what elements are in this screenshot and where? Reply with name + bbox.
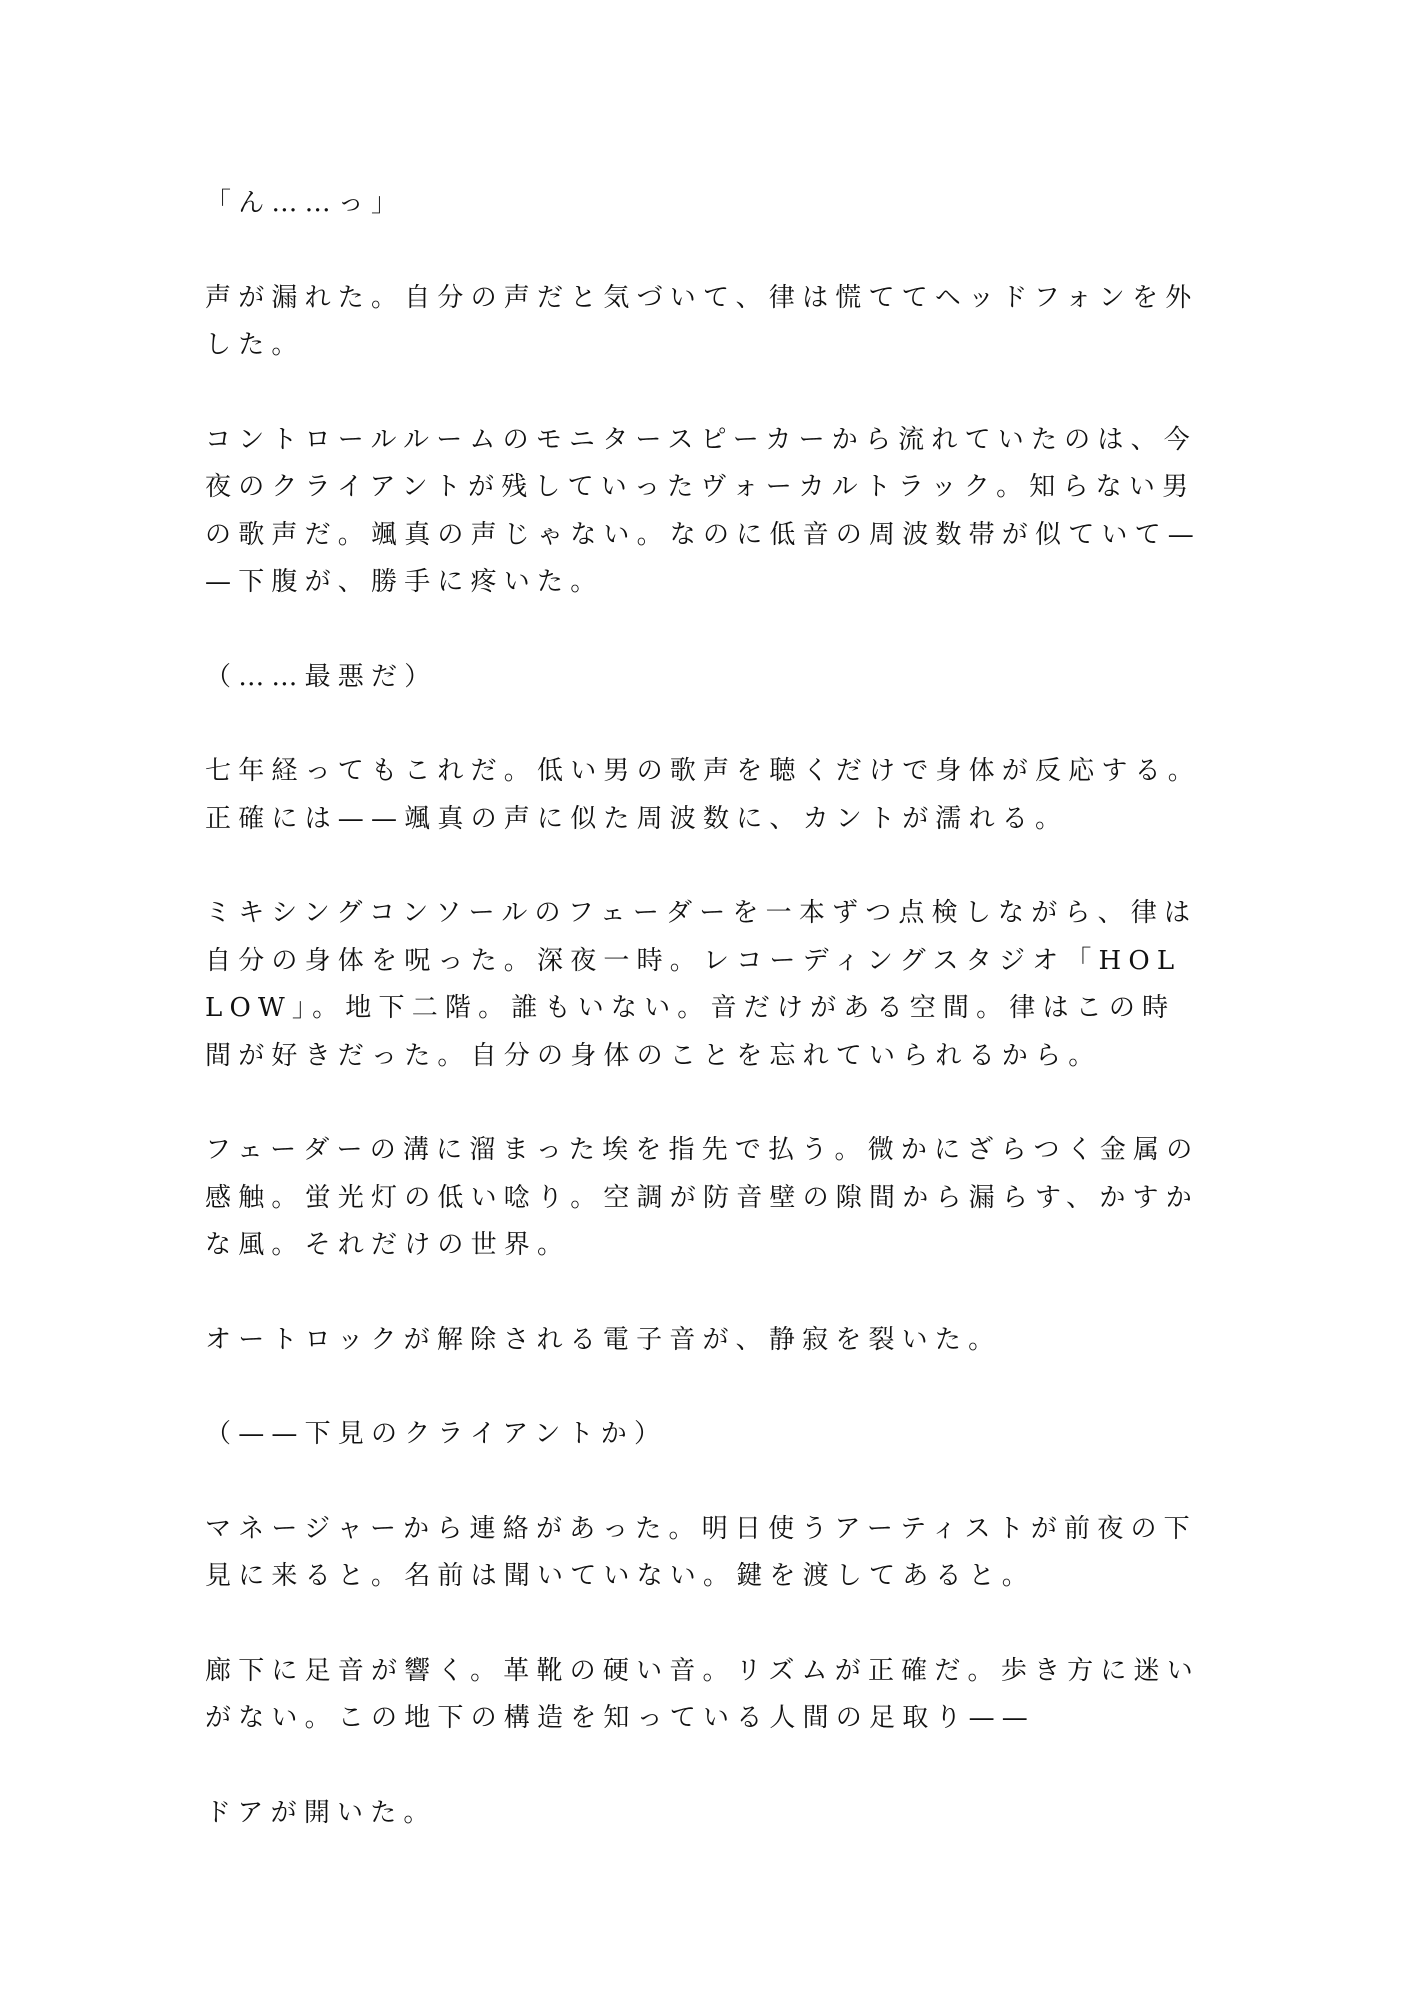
text-line: した。 <box>205 330 305 360</box>
text-line: 七年経ってもこれだ。低い男の歌声を聴くだけで身体が反応する。 <box>205 756 1202 786</box>
paragraph-1 <box>205 180 1185 228</box>
text-line: ミキシングコンソールのフェーダーを一本ずつ点検しながら、律は <box>205 898 1198 928</box>
text-line: 正確には——颯真の声に似た周波数に、カントが濡れる。 <box>205 803 1069 834</box>
text-line: ドアが開いた。 <box>205 1797 437 1828</box>
paragraph-9 <box>205 1411 1185 1459</box>
paragraph-4 <box>205 654 1185 702</box>
text-line: （——下見のクライアントか） <box>205 1419 668 1449</box>
text-line: 間が好きだった。自分の身体のことを忘れていられるから。 <box>205 1040 1102 1071</box>
text-line: コントロールルームのモニタースピーカーから流れていたのは、今 <box>205 424 1197 455</box>
text-line: 見に来ると。名前は聞いていない。鍵を渡してあると。 <box>205 1561 1036 1591</box>
text-line: 夜のクライアントが残していったヴォーカルトラック。知らない男 <box>205 472 1196 502</box>
paragraph-8 <box>205 1317 1185 1365</box>
paragraph-5 <box>205 748 1202 843</box>
text-line: オートロックが解除される電子音が、静寂を裂いた。 <box>205 1324 1002 1355</box>
text-line: 「ん……っ」 <box>205 188 405 218</box>
paragraph-2 <box>205 275 1199 370</box>
paragraph-7 <box>205 1127 1200 1270</box>
text-line: 感触。蛍光灯の低い唸り。空調が防音壁の隙間から漏らす、かすか <box>205 1182 1199 1213</box>
document-page <box>205 180 1202 1884</box>
paragraph-12 <box>205 1790 1185 1838</box>
text-line: 自分の身体を呪った。深夜一時。レコーディングスタジオ「HOL <box>205 945 1182 976</box>
text-line: （……最悪だ） <box>205 661 438 692</box>
text-line: 声が漏れた。自分の声だと気づいて、律は慌ててヘッドフォンを外 <box>205 282 1199 313</box>
text-line: マネージャーから連絡があった。明日使うアーティストが前夜の下 <box>205 1513 1197 1544</box>
text-line: がない。この地下の構造を知っている人間の足取り—— <box>205 1703 1036 1733</box>
text-line: LOW」。地下二階。誰もいない。音だけがある空間。律はこの時 <box>205 993 1176 1023</box>
text-line: な風。それだけの世界。 <box>205 1230 571 1260</box>
paragraph-10 <box>205 1506 1197 1601</box>
text-line: フェーダーの溝に溜まった埃を指先で払う。微かにざらつく金属の <box>205 1135 1200 1165</box>
text-line: の歌声だ。颯真の声じゃない。なのに低音の周波数帯が似ていて— <box>205 519 1202 550</box>
text-line: 廊下に足音が響く。革靴の硬い音。リズムが正確だ。歩き方に迷い <box>205 1655 1200 1686</box>
text-line: —下腹が、勝手に疼いた。 <box>205 567 604 597</box>
paragraph-11 <box>205 1648 1200 1743</box>
paragraph-3 <box>205 417 1202 607</box>
paragraph-6 <box>205 890 1198 1080</box>
